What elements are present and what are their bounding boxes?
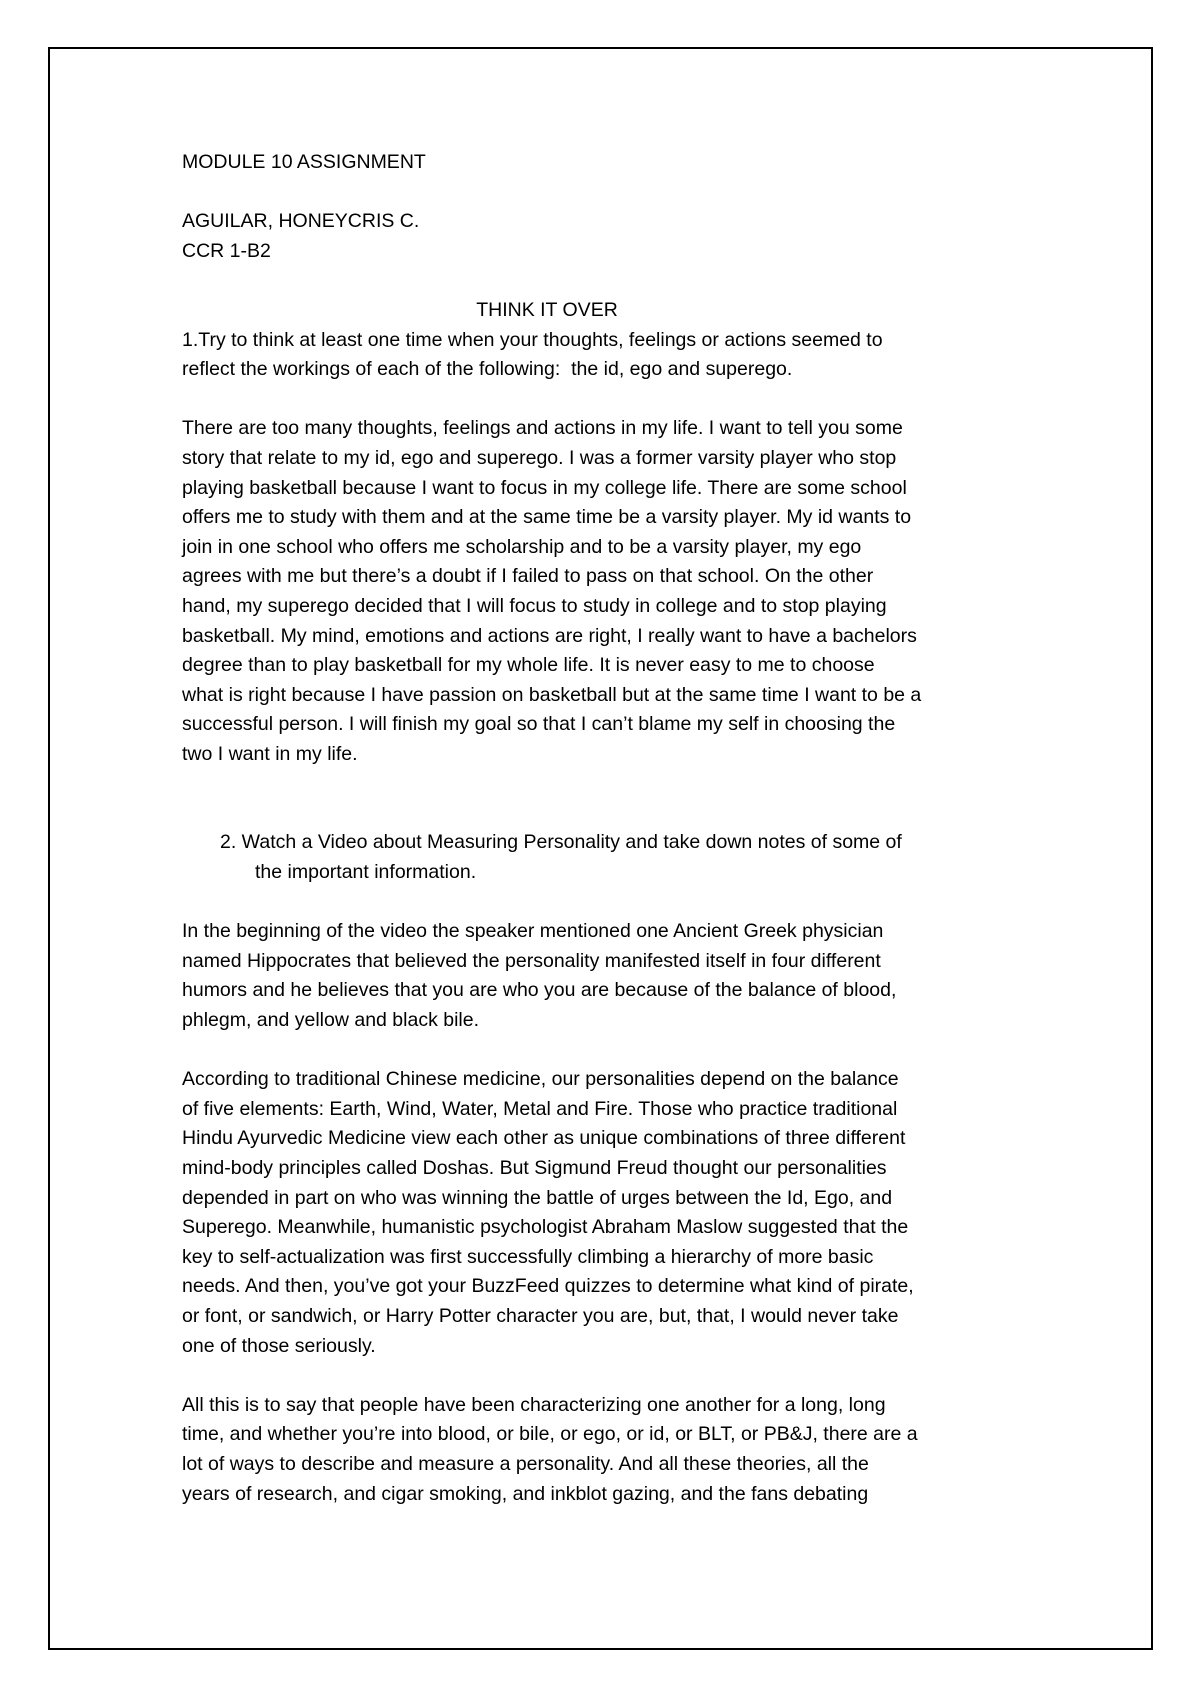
answer-2-line: one of those seriously.: [182, 1334, 376, 1357]
answer-2-line: of five elements: Earth, Wind, Water, Metal and Fire. Those who practice traditional: [182, 1097, 898, 1120]
answer-2-line: All this is to say that people have been characterizing one another for a long, long: [182, 1393, 886, 1416]
answer-2-line: depended in part on who was winning the battle of urges between the Id, Ego, and: [182, 1186, 893, 1209]
answer-2-line: years of research, and cigar smoking, and inkblot gazing, and the fans debating: [182, 1482, 869, 1505]
question-2-line-1: 2. Watch a Video about Measuring Personality and take down notes of some of: [220, 831, 902, 854]
answer-1-line: basketball. My mind, emotions and actions are right, I really want to have a bachelors: [182, 624, 917, 647]
question-1-line-1: 1.Try to think at least one time when your thoughts, feelings or actions seemed to: [182, 328, 883, 351]
answer-1-line: join in one school who offers me scholarship and to be a varsity player, my ego: [182, 535, 862, 558]
answer-2-line: Superego. Meanwhile, humanistic psychologist Abraham Maslow suggested that the: [182, 1216, 909, 1239]
answer-2-line: lot of ways to describe and measure a personality. And all these theories, all the: [182, 1452, 869, 1475]
document-body: [182, 148, 1042, 1509]
answer-1-line: story that relate to my id, ego and superego. I was a former varsity player who stop: [182, 446, 897, 469]
student-name: AGUILAR, HONEYCRIS C.: [182, 210, 420, 233]
answer-1-line: successful person. I will finish my goal so that I can’t blame my self in choosing the: [182, 713, 896, 736]
answer-1-line: offers me to study with them and at the same time be a varsity player. My id wants to: [182, 506, 912, 529]
section-code: CCR 1-B2: [182, 239, 271, 262]
answer-2-line: phlegm, and yellow and black bile.: [182, 1009, 480, 1032]
answer-2-line: In the beginning of the video the speaker mentioned one Ancient Greek physician: [182, 920, 884, 943]
answer-1-line: two I want in my life.: [182, 742, 358, 765]
answer-2-line: named Hippocrates that believed the personality manifested itself in four different: [182, 949, 881, 972]
question-1-line-2: reflect the workings of each of the following: the id, ego and superego.: [182, 358, 793, 381]
module-title: MODULE 10 ASSIGNMENT: [182, 151, 426, 173]
answer-1-line: agrees with me but there’s a doubt if I failed to pass on that school. On the other: [182, 565, 874, 588]
answer-2-paragraph-3: [182, 1391, 1042, 1509]
answer-1-line: playing basketball because I want to focus in my college life. There are some school: [182, 476, 907, 499]
answer-1-paragraph: [182, 414, 1042, 769]
answer-1-line: hand, my superego decided that I will focus to study in college and to stop playing: [182, 594, 887, 617]
answer-2-line: According to traditional Chinese medicine, our personalities depend on the balance: [182, 1068, 899, 1091]
question-2: [182, 828, 1042, 887]
answer-2-line: key to self-actualization was first successfully climbing a hierarchy of more basic: [182, 1245, 874, 1268]
answer-2-paragraph-2: [182, 1065, 1042, 1361]
answer-2-line: or font, or sandwich, or Harry Potter character you are, but, that, I would never take: [182, 1304, 899, 1327]
answer-1-line: There are too many thoughts, feelings and actions in my life. I want to tell you some: [182, 417, 903, 440]
answer-1-line: degree than to play basketball for my whole life. It is never easy to me to choose: [182, 654, 875, 677]
answer-2-line: needs. And then, you’ve got your BuzzFeed quizzes to determine what kind of pirate,: [182, 1275, 914, 1298]
question-2-line-2: the important information.: [255, 861, 477, 884]
answer-1-line: what is right because I have passion on basketball but at the same time I want to be a: [182, 683, 922, 706]
section-title: THINK IT OVER: [476, 298, 618, 321]
answer-2-paragraph-1: [182, 917, 1042, 1035]
answer-2-line: humors and he believes that you are who you are because of the balance of blood,: [182, 979, 897, 1002]
answer-2-line: Hindu Ayurvedic Medicine view each other as unique combinations of three different: [182, 1127, 906, 1150]
answer-2-line: time, and whether you’re into blood, or bile, or ego, or id, or BLT, or PB&J, there are a: [182, 1423, 918, 1446]
answer-2-line: mind-body principles called Doshas. But Sigmund Freud thought our personalities: [182, 1157, 887, 1179]
